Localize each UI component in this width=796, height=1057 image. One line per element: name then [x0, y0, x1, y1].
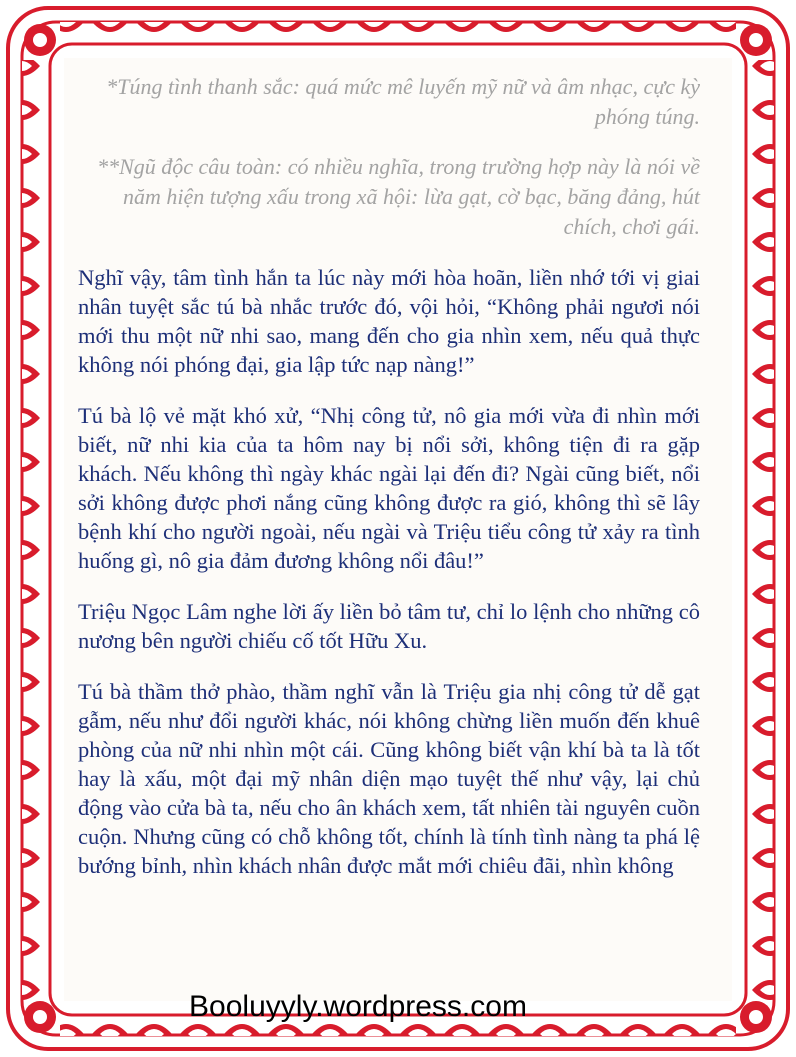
footnote: **Ngũ độc câu toàn: có nhiều nghĩa, trong trường hợp này là nói về năm hiện tượng xấu trong xã hội: lừa gạt, cờ bạc, băng đảng, hút chích, chơi gái. [97, 154, 700, 239]
paragraph: Tú bà thầm thở phào, thầm nghĩ vẫn là Triệu gia nhị công tử dễ gạt gẫm, nếu như đổi người khác, nói không chừng liền muốn đến khuê phòng của nữ nhi nhìn một cái. Cũng không biết vận khí bà ta là tốt hay là xấu, một đại mỹ nhân diện mạo tuyệt thế như vậy, lại chủ động vào cửa bà ta, nếu cho ân khách xem, tất nhiên tài nguyên cuồn cuộn. Nhưng cũng có chỗ không tốt, chính là tính tình nàng ta phá lệ bướng bỉnh, nhìn khách nhân được mắt mới chiêu đãi, nhìn không [78, 679, 700, 878]
paragraph: Triệu Ngọc Lâm nghe lời ấy liền bỏ tâm tư, chỉ lo lệnh cho những cô nương bên người chiếu cố tốt Hữu Xu. [78, 599, 700, 653]
footnotes [78, 72, 700, 262]
footer-url: Booluyyly.wordpress.com [189, 990, 527, 1023]
footnote: *Túng tình thanh sắc: quá mức mê luyến mỹ nữ và âm nhạc, cực kỳ phóng túng. [106, 74, 700, 129]
paragraph: Tú bà lộ vẻ mặt khó xử, “Nhị công tử, nô gia mới vừa đi nhìn mới biết, nữ nhi kia của ta hôm nay bị nổi sởi, không tiện đi ra gặp khách. Nếu không thì ngày khác ngài lại đến đi? Ngài cũng biết, nổi sởi không được phơi nắng cũng không được ra gió, không thì sẽ lây bệnh khí cho người ngoài, nếu ngài và Triệu tiểu công tử xảy ra tình huống gì, nô gia đảm đương không nổi đâu!” [78, 403, 700, 573]
paragraph: Nghĩ vậy, tâm tình hắn ta lúc này mới hòa hoãn, liền nhớ tới vị giai nhân tuyệt sắc tú bà nhắc trước đó, vội hỏi, “Không phải ngươi nói mới thu một nữ nhi sao, mang đến cho gia nhìn xem, nếu quả thực không nói phóng đại, gia lập tức nạp nàng!” [78, 265, 700, 377]
story-text [78, 263, 700, 902]
